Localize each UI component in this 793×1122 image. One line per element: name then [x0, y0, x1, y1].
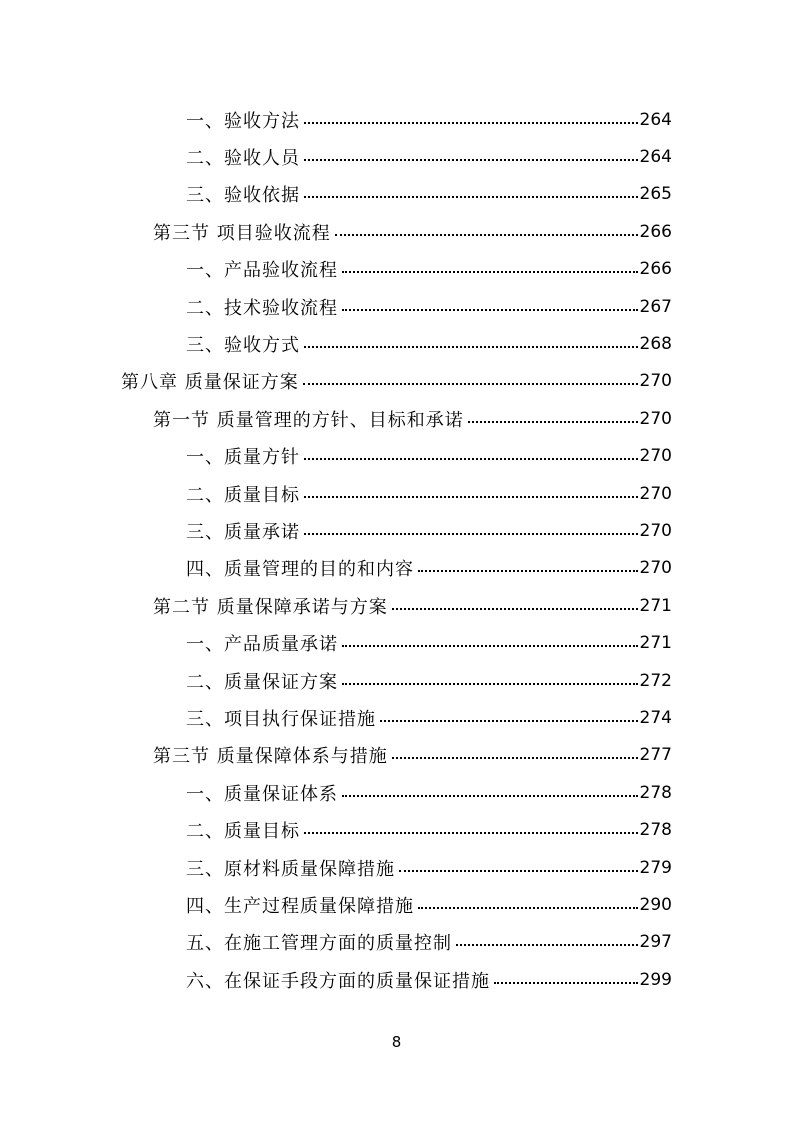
- toc-entry-title: 三、验收方式: [186, 335, 300, 357]
- dot-leader: [303, 383, 638, 385]
- toc-entry[interactable]: [0, 512, 793, 549]
- toc-entry[interactable]: [0, 325, 793, 362]
- toc-entry-page: 297: [639, 932, 672, 953]
- toc-entry-title: 二、质量目标: [186, 821, 300, 843]
- toc-entry-title: 第一节 质量管理的方针、目标和承诺: [153, 409, 464, 431]
- dot-leader: [418, 570, 638, 572]
- toc-entry[interactable]: [0, 924, 793, 961]
- toc-entry-title: 一、质量方针: [186, 447, 300, 469]
- toc-entry-title: 二、质量目标: [186, 484, 300, 506]
- toc-entry-page: 264: [639, 147, 672, 168]
- toc-entry[interactable]: [0, 849, 793, 886]
- dot-leader: [304, 122, 638, 124]
- dot-leader: [468, 421, 638, 423]
- table-of-contents: [0, 101, 793, 998]
- toc-entry-page: 266: [639, 259, 672, 280]
- dot-leader: [335, 234, 638, 236]
- toc-entry-title: 一、验收方法: [186, 110, 300, 132]
- toc-entry-page: 270: [639, 558, 672, 579]
- toc-entry-title: 一、产品验收流程: [186, 260, 338, 282]
- toc-entry[interactable]: [0, 550, 793, 587]
- dot-leader: [304, 458, 638, 460]
- toc-entry[interactable]: [0, 624, 793, 661]
- toc-chapter-entry[interactable]: [0, 363, 793, 400]
- toc-entry-page: 290: [639, 894, 672, 915]
- toc-entry-page: 278: [639, 782, 672, 803]
- toc-entry[interactable]: [0, 438, 793, 475]
- toc-entry[interactable]: [0, 886, 793, 923]
- dot-leader: [304, 196, 638, 198]
- dot-leader: [304, 346, 638, 348]
- toc-entry-page: 270: [639, 520, 672, 541]
- toc-entry[interactable]: [0, 176, 793, 213]
- toc-entry[interactable]: [0, 961, 793, 998]
- toc-entry-page: 267: [639, 296, 672, 317]
- toc-entry-title: 三、验收依据: [186, 185, 300, 207]
- toc-entry-title: 三、项目执行保证措施: [186, 708, 376, 730]
- toc-entry-page: 279: [639, 857, 672, 878]
- toc-entry-page: 278: [639, 820, 672, 841]
- dot-leader: [304, 832, 638, 834]
- toc-entry-title: 六、在保证手段方面的质量保证措施: [186, 970, 490, 992]
- toc-entry-title: 第二节 质量保障承诺与方案: [153, 596, 388, 618]
- toc-entry-page: 271: [639, 595, 672, 616]
- toc-section-entry[interactable]: [0, 737, 793, 774]
- toc-entry-page: 277: [639, 745, 672, 766]
- dot-leader: [380, 720, 638, 722]
- toc-entry-title: 二、质量保证方案: [186, 671, 338, 693]
- toc-entry-title: 第三节 项目验收流程: [153, 222, 331, 244]
- dot-leader: [418, 907, 638, 909]
- dot-leader: [392, 757, 638, 759]
- toc-entry[interactable]: [0, 288, 793, 325]
- dot-leader: [304, 496, 638, 498]
- dot-leader: [304, 533, 638, 535]
- toc-entry-page: 270: [639, 408, 672, 429]
- toc-entry[interactable]: [0, 662, 793, 699]
- dot-leader: [342, 271, 638, 273]
- toc-entry-title: 第八章 质量保证方案: [121, 372, 299, 394]
- toc-entry-title: 二、验收人员: [186, 148, 300, 170]
- toc-entry-page: 265: [639, 184, 672, 205]
- toc-entry-page: 271: [639, 633, 672, 654]
- toc-entry-page: 264: [639, 109, 672, 130]
- toc-entry[interactable]: [0, 251, 793, 288]
- dot-leader: [342, 645, 638, 647]
- toc-entry-title: 二、技术验收流程: [186, 297, 338, 319]
- dot-leader: [342, 795, 638, 797]
- toc-entry[interactable]: [0, 475, 793, 512]
- dot-leader: [494, 982, 638, 984]
- toc-entry-title: 三、质量承诺: [186, 521, 300, 543]
- toc-entry-title: 四、生产过程质量保障措施: [186, 895, 414, 917]
- toc-entry-page: 270: [639, 371, 672, 392]
- toc-entry-title: 三、原材料质量保障措施: [186, 858, 395, 880]
- dot-leader: [399, 870, 638, 872]
- toc-section-entry[interactable]: [0, 400, 793, 437]
- toc-entry[interactable]: [0, 138, 793, 175]
- toc-entry[interactable]: [0, 699, 793, 736]
- dot-leader: [342, 309, 638, 311]
- dot-leader: [342, 683, 638, 685]
- toc-entry-page: 272: [639, 670, 672, 691]
- toc-entry-page: 270: [639, 483, 672, 504]
- toc-entry-title: 一、质量保证体系: [186, 783, 338, 805]
- dot-leader: [304, 159, 638, 161]
- toc-entry-page: 270: [639, 446, 672, 467]
- page-number: 8: [391, 1033, 402, 1051]
- toc-entry-title: 一、产品质量承诺: [186, 634, 338, 656]
- toc-entry-page: 274: [639, 707, 672, 728]
- toc-entry-title: 五、在施工管理方面的质量控制: [186, 933, 452, 955]
- toc-entry-title: 第三节 质量保障体系与措施: [153, 746, 388, 768]
- dot-leader: [392, 608, 638, 610]
- toc-section-entry[interactable]: [0, 213, 793, 250]
- toc-entry-page: 268: [639, 334, 672, 355]
- toc-entry[interactable]: [0, 774, 793, 811]
- toc-entry-page: 266: [639, 221, 672, 242]
- toc-section-entry[interactable]: [0, 587, 793, 624]
- toc-entry[interactable]: [0, 101, 793, 138]
- toc-entry-page: 299: [639, 969, 672, 990]
- dot-leader: [456, 944, 638, 946]
- toc-entry-title: 四、质量管理的目的和内容: [186, 559, 414, 581]
- toc-entry[interactable]: [0, 811, 793, 848]
